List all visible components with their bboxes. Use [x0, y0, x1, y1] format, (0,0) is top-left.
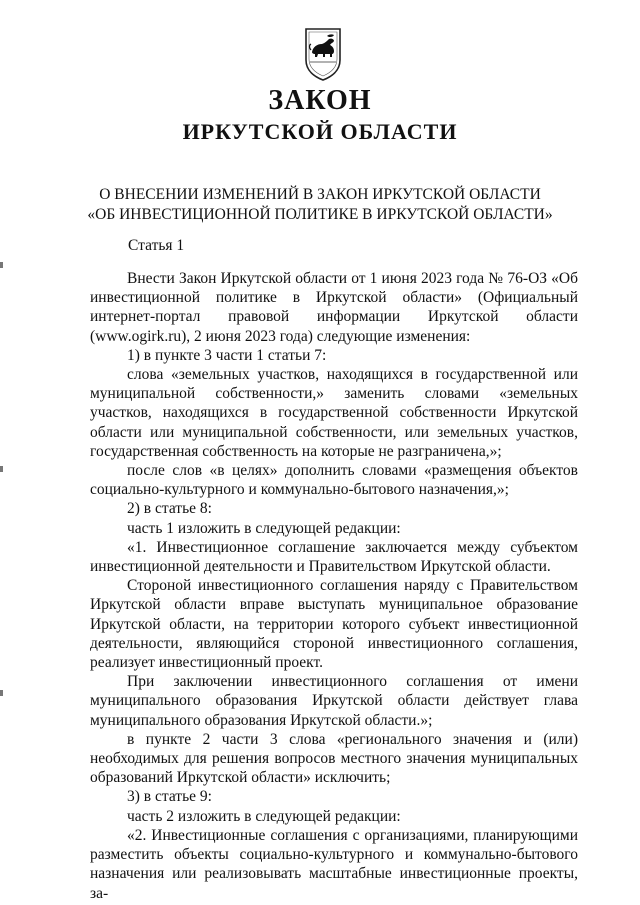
- paragraph: «2. Инвестиционные соглашения с организациями, планирующими разместить объекты социально-культурного и коммунально-бытового назначения или реализовывать масштабные инвестиционные проекты, за-: [90, 826, 578, 902]
- document-body: [90, 269, 578, 903]
- paragraph: При заключении инвестиционного соглашения от имени муниципального образования Иркутской области действует глава муниципального образования Иркутской области.»;: [90, 673, 578, 729]
- paragraph: после слов «в целях» дополнить словами «размещения объектов социально-культурного и коммунально-бытового назначения,»;: [90, 462, 578, 499]
- region-heading: ИРКУТСКОЙ ОБЛАСТИ: [182, 119, 458, 144]
- paragraph: часть 2 изложить в следующей редакции:: [127, 807, 401, 825]
- subject-line-1: О ВНЕСЕНИИ ИЗМЕНЕНИЙ В ЗАКОН ИРКУТСКОЙ ОБЛАСТИ: [99, 186, 541, 203]
- paragraph: «1. Инвестиционное соглашение заключается между субъектом инвестиционной деятельности и Правительством Иркутской области.: [90, 538, 578, 576]
- paragraph: часть 1 изложить в следующей редакции:: [127, 519, 401, 537]
- scan-edge-mark: [0, 466, 3, 472]
- paragraph: 3) в статье 9:: [127, 788, 212, 806]
- scan-edge-mark: [0, 262, 3, 268]
- scan-edge-mark: [0, 690, 3, 696]
- law-subject-title: [0, 185, 640, 225]
- paragraph: Стороной инвестиционного соглашения наряду с Правительством Иркутской области вправе выступать муниципальное образование Иркутской области, на территории которого субъект инвестиционной деятельности, являющийся стороной инвестиционного соглашения, реализует инвестиционный проект.: [90, 577, 578, 672]
- paragraph: Внести Закон Иркутской области от 1 июня 2023 года № 76-ОЗ «Об инвестиционной политике в Иркутской области» (Официальный интернет-портал правовой информации Иркутской области (www.ogirk.ru), 2 июня 2023 года) следующие изменения:: [90, 270, 578, 345]
- subject-line-2: «ОБ ИНВЕСТИЦИОННОЙ ПОЛИТИКЕ В ИРКУТСКОЙ ОБЛАСТИ»: [87, 206, 553, 223]
- paragraph: 1) в пункте 3 части 1 статьи 7:: [127, 346, 327, 364]
- article-title: Статья 1: [128, 237, 185, 254]
- coat-of-arms-icon: [303, 26, 343, 82]
- paragraph: 2) в статье 8:: [127, 500, 212, 518]
- paragraph: в пункте 2 части 3 слова «регионального значения и (или) необходимых для решения вопросов местного значения муниципальных образований Иркутской области» исключить;: [90, 730, 578, 787]
- paragraph: слова «земельных участков, находящихся в государственной или муниципальной собственности,» заменить словами «земельных участков, находящихся в государственной собственности Иркутской области или муниципальной собственности, или земельных участков, государственная собственность на которые не разграничена,»;: [90, 366, 578, 460]
- document-type-heading: ЗАКОН: [268, 85, 372, 116]
